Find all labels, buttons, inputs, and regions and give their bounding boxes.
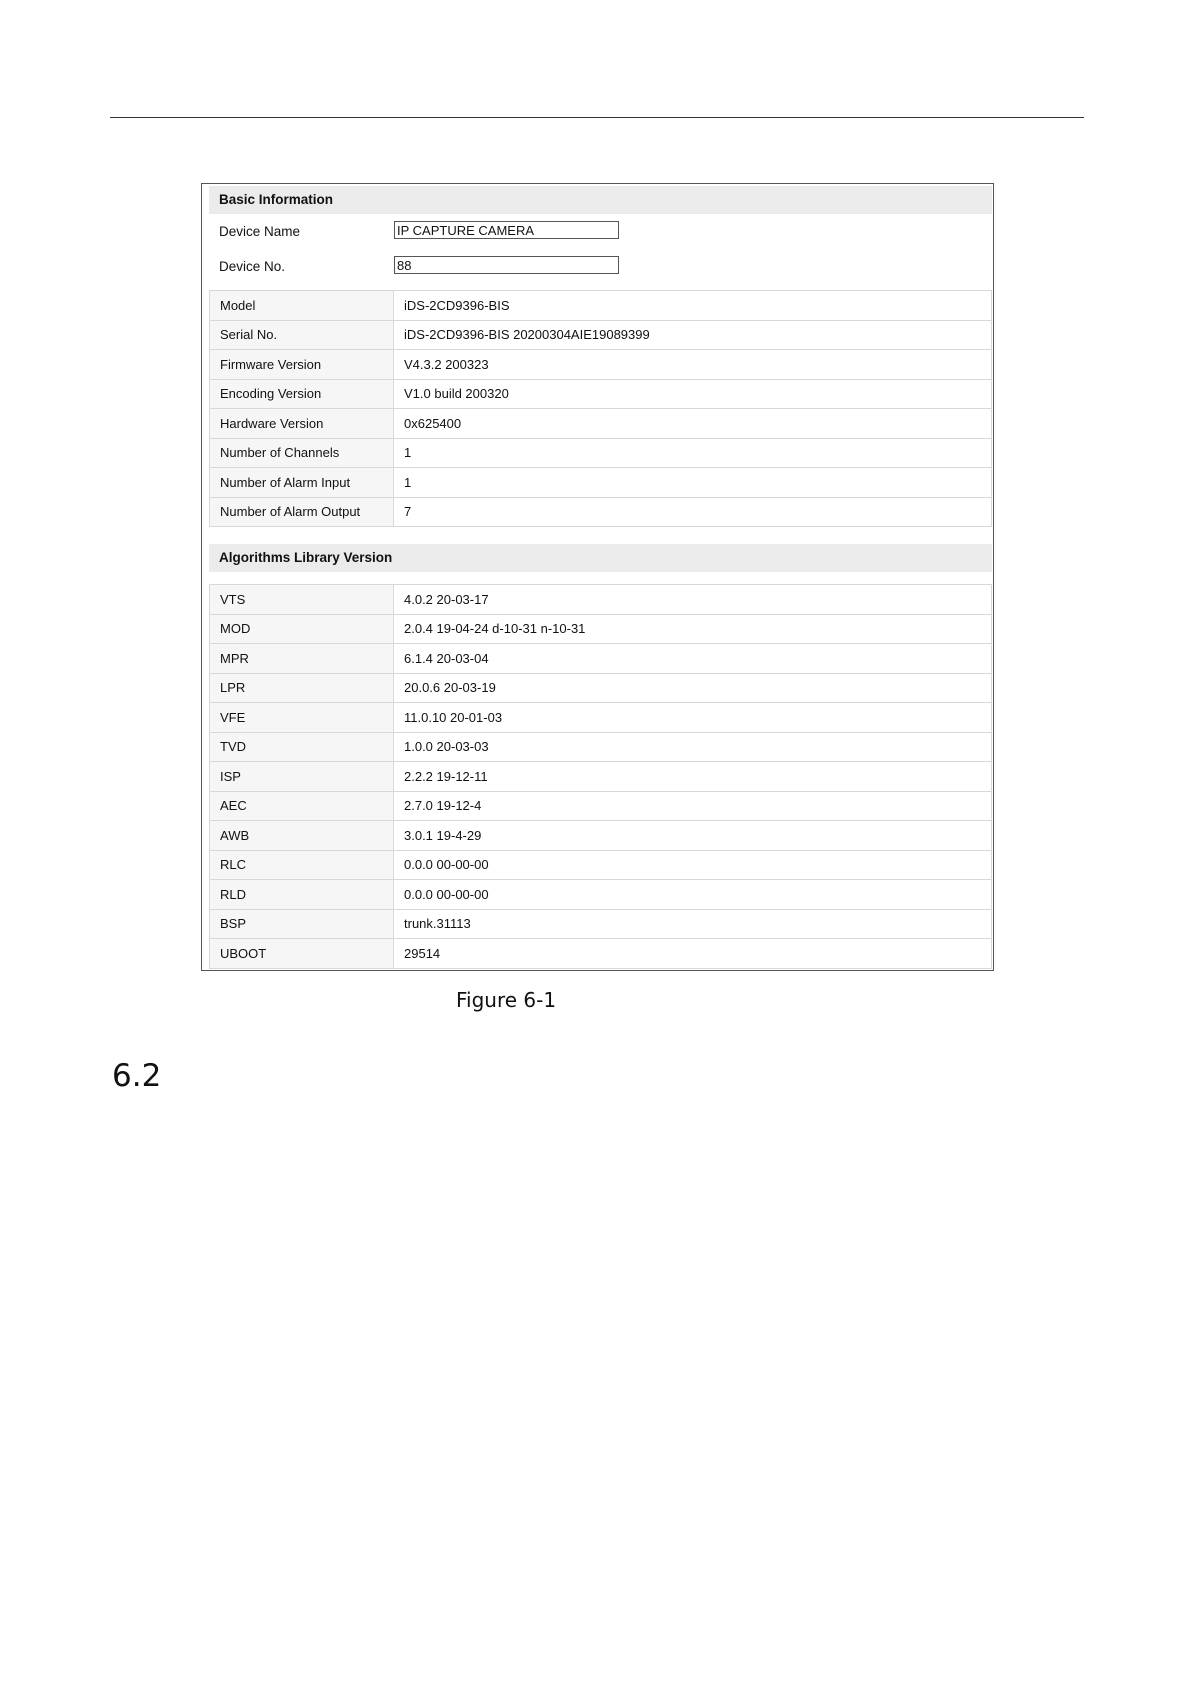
- info-label: Firmware Version: [210, 350, 394, 380]
- table-row: [210, 614, 992, 644]
- algorithm-label: MOD: [210, 614, 394, 644]
- algorithm-label: TVD: [210, 732, 394, 762]
- algorithm-label: BSP: [210, 909, 394, 939]
- algorithm-value: 2.0.4 19-04-24 d-10-31 n-10-31: [394, 614, 992, 644]
- table-row: [210, 703, 992, 733]
- table-row: [210, 909, 992, 939]
- info-value: V4.3.2 200323: [394, 350, 992, 380]
- info-label: Number of Channels: [210, 438, 394, 468]
- algorithm-value: 4.0.2 20-03-17: [394, 585, 992, 615]
- algorithm-label: UBOOT: [210, 939, 394, 969]
- table-row: [210, 409, 992, 439]
- device-info-figure: [201, 183, 994, 971]
- device-no-input[interactable]: [394, 256, 619, 274]
- table-row: [210, 732, 992, 762]
- table-row: [210, 880, 992, 910]
- algorithm-value: 29514: [394, 939, 992, 969]
- algorithm-label: MPR: [210, 644, 394, 674]
- algorithm-label: ISP: [210, 762, 394, 792]
- device-no-label: Device No.: [219, 259, 286, 274]
- table-row: [210, 762, 992, 792]
- table-row: [210, 821, 992, 851]
- table-row: [210, 291, 992, 321]
- algorithm-label: RLD: [210, 880, 394, 910]
- algorithm-value: 3.0.1 19-4-29: [394, 821, 992, 851]
- table-row: [210, 438, 992, 468]
- algorithm-value: 0.0.0 00-00-00: [394, 880, 992, 910]
- info-label: Hardware Version: [210, 409, 394, 439]
- info-value: iDS-2CD9396-BIS: [394, 291, 992, 321]
- figure-caption: Figure 6-1: [456, 988, 557, 1012]
- info-value: V1.0 build 200320: [394, 379, 992, 409]
- info-label: Number of Alarm Input: [210, 468, 394, 498]
- algorithm-label: RLC: [210, 850, 394, 880]
- info-label: Number of Alarm Output: [210, 497, 394, 527]
- header-rule: [110, 117, 1084, 118]
- algorithm-value: trunk.31113: [394, 909, 992, 939]
- table-row: [210, 379, 992, 409]
- algorithm-value: 6.1.4 20-03-04: [394, 644, 992, 674]
- device-info-table: [209, 290, 992, 527]
- section-number: 6.2: [112, 1058, 162, 1094]
- device-name-label: Device Name: [219, 224, 301, 239]
- info-value: 1: [394, 468, 992, 498]
- table-row: [210, 939, 992, 969]
- info-value: 7: [394, 497, 992, 527]
- algorithm-label: AWB: [210, 821, 394, 851]
- table-row: [210, 350, 992, 380]
- algorithm-value: 11.0.10 20-01-03: [394, 703, 992, 733]
- algorithm-label: VFE: [210, 703, 394, 733]
- algorithm-value: 0.0.0 00-00-00: [394, 850, 992, 880]
- info-label: Encoding Version: [210, 379, 394, 409]
- info-label: Model: [210, 291, 394, 321]
- table-row: [210, 644, 992, 674]
- algorithm-value: 2.7.0 19-12-4: [394, 791, 992, 821]
- algorithm-label: AEC: [210, 791, 394, 821]
- table-row: [210, 791, 992, 821]
- info-label: Serial No.: [210, 320, 394, 350]
- algorithms-table: [209, 584, 992, 969]
- algorithms-library-header: Algorithms Library Version: [209, 544, 992, 572]
- table-row: [210, 673, 992, 703]
- info-value: iDS-2CD9396-BIS 20200304AIE19089399: [394, 320, 992, 350]
- algorithm-value: 1.0.0 20-03-03: [394, 732, 992, 762]
- info-value: 0x625400: [394, 409, 992, 439]
- algorithm-value: 20.0.6 20-03-19: [394, 673, 992, 703]
- algorithm-value: 2.2.2 19-12-11: [394, 762, 992, 792]
- device-name-input[interactable]: [394, 221, 619, 239]
- table-row: [210, 468, 992, 498]
- table-row: [210, 320, 992, 350]
- table-row: [210, 850, 992, 880]
- table-row: [210, 585, 992, 615]
- algorithm-label: VTS: [210, 585, 394, 615]
- info-value: 1: [394, 438, 992, 468]
- algorithm-label: LPR: [210, 673, 394, 703]
- basic-information-header: Basic Information: [209, 186, 992, 214]
- table-row: [210, 497, 992, 527]
